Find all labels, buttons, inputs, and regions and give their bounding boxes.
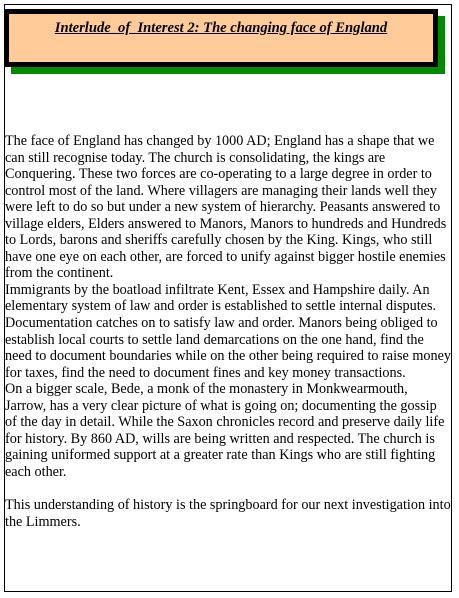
page-title: Interlude_of_Interest 2: The changing face of England bbox=[54, 20, 388, 36]
article-body bbox=[5, 133, 451, 530]
paragraph-4: This understanding of history is the springboard for our next investigation into the Limmers. bbox=[5, 497, 451, 530]
paragraph-1: The face of England has changed by 1000 AD; England has a shape that we can still recognise today. The church is consolidating, the kings are Conquering. These two forces are co-operating to a large degree in order to control most of the land. Where villagers are managing their lands well they were left to do so but under a new system of hierarchy. Peasants answered to village elders, Elders answered to Manors, Manors to hundreds and Hundreds to Lords, barons and sheriffs carefully chosen by the King. Kings, who still have one eye on each other, are forced to unify against bigger hostile enemies from the continent. bbox=[5, 133, 447, 282]
paragraph-2: Immigrants by the boatload infiltrate Kent, Essex and Hampshire daily. An elementary system of law and order is established to settle internal disputes. Documentation catches on to satisfy law and order. Manors being obliged to establish local courts to settle land demarcations on the one hand, find the need to document boundaries while on the other being required to raise money for taxes, find the need to document fines and key money transactions. bbox=[5, 281, 451, 381]
title-banner bbox=[4, 9, 438, 67]
paragraph-3: On a bigger scale, Bede, a monk of the monastery in Monkwearmouth, Jarrow, has a very clear picture of what is going on; documenting the gossip of the day in detail. While the Saxon chronicles record and preserve daily life for history. By 860 AD, wills are being written and respected. The church is gaining uniformed support at a greater rate than Kings who are still fighting each other. bbox=[5, 381, 445, 480]
